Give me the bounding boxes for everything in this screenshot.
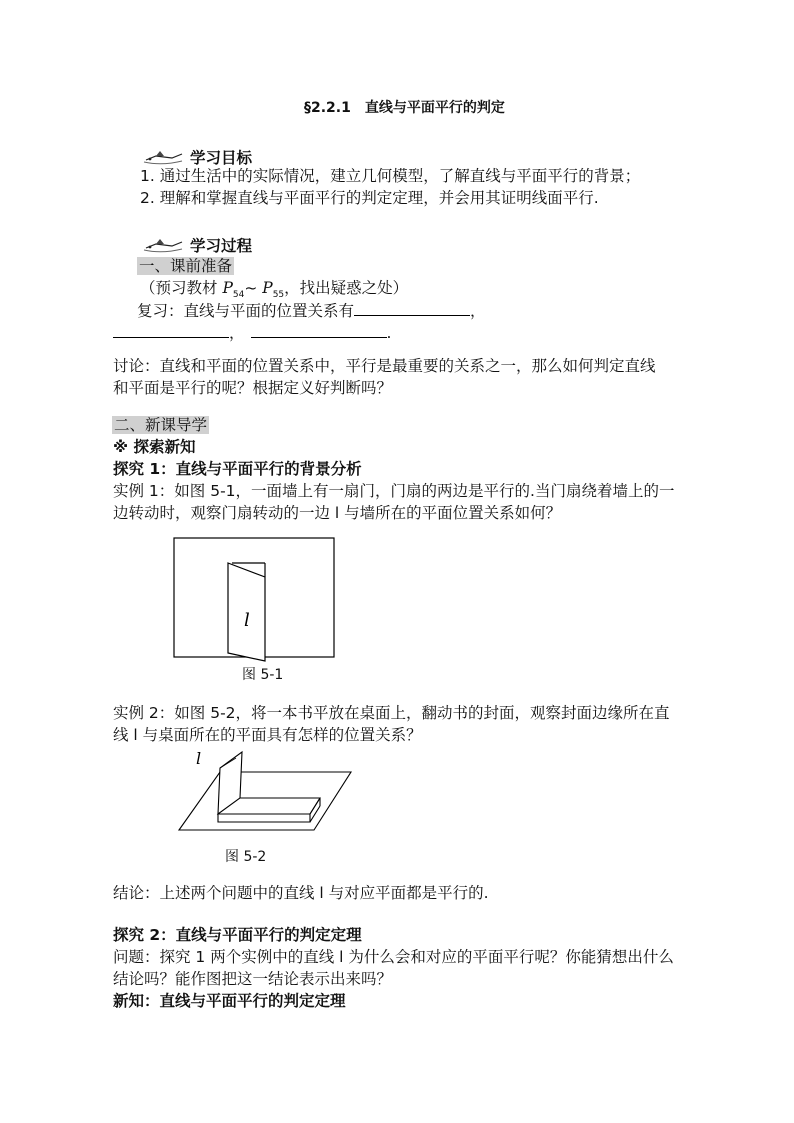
preview-s2: 55 bbox=[272, 290, 285, 301]
explore1-title: 探究 1：直线与平面平行的背景分析 bbox=[113, 460, 362, 478]
review-comma-2: ， bbox=[229, 324, 245, 342]
objective-item-2: 2. 理解和掌握直线与平面平行的判定定理，并会用其证明线面平行. bbox=[140, 189, 599, 207]
example2-line-2: 线 l 与桌面所在的平面具有怎样的位置关系？ bbox=[113, 726, 422, 744]
discussion-line-2: 和平面是平行的呢？根据定义好判断吗？ bbox=[113, 379, 393, 397]
pen-icon bbox=[142, 148, 186, 166]
objectives-heading: 学习目标 bbox=[190, 149, 253, 167]
prep-heading bbox=[137, 255, 234, 277]
figure-5-2-book-diagram bbox=[176, 746, 356, 840]
example1-line-1: 实例 1：如图 5-1，一面墙上有一扇门，门扇的两边是平行的.当门扇绕着墙上的一 bbox=[113, 482, 675, 500]
review-line bbox=[137, 299, 486, 322]
fig2-caption: 图 5-2 bbox=[225, 849, 267, 865]
fig1-label-l: l bbox=[244, 610, 250, 631]
new-knowledge-line: 新知：直线与平面平行的判定定理 bbox=[113, 992, 346, 1010]
book-edge bbox=[218, 814, 310, 822]
pen-icon bbox=[142, 236, 186, 254]
explore2-title: 探究 2：直线与平面平行的判定定理 bbox=[113, 926, 362, 944]
conclusion-line: 结论：上述两个问题中的直线 l 与对应平面都是平行的. bbox=[113, 884, 489, 902]
fig1-caption: 图 5-1 bbox=[242, 667, 284, 683]
preview-text-a: （预习教材 bbox=[140, 279, 223, 297]
fig2-label-l: l bbox=[196, 749, 202, 768]
question-line-1: 问题：探究 1 两个实例中的直线 l 为什么会和对应的平面平行呢？你能猜想出什么 bbox=[113, 948, 674, 966]
example1-line-2: 边转动时，观察门扇转动的一边 l 与墙所在的平面位置关系如何？ bbox=[113, 504, 562, 522]
blank-1[interactable] bbox=[354, 299, 470, 316]
page-title: §2.2.1 直线与平面平行的判定 bbox=[304, 100, 505, 116]
new-lesson-heading bbox=[112, 414, 209, 436]
review-period: . bbox=[386, 324, 392, 342]
review-line-2 bbox=[113, 321, 391, 344]
question-line-2: 结论吗？能作图把这一结论表示出来吗？ bbox=[113, 970, 393, 988]
example2-line-1: 实例 2：如图 5-2，将一本书平放在桌面上，翻动书的封面，观察封面边缘所在直 bbox=[113, 704, 670, 722]
explore-heading: ※ 探索新知 bbox=[113, 438, 196, 456]
figure-5-1-door-diagram bbox=[170, 533, 340, 663]
objective-item-1: 1. 通过生活中的实际情况，建立几何模型，了解直线与平面平行的背景； bbox=[140, 167, 641, 185]
preview-text-b: ，找出疑惑之处） bbox=[284, 279, 409, 297]
preview-p2: P bbox=[262, 279, 273, 297]
review-comma-1: ， bbox=[470, 302, 486, 320]
process-heading: 学习过程 bbox=[190, 237, 253, 255]
preview-p1: P bbox=[222, 279, 233, 297]
review-label: 复习：直线与平面的位置关系有 bbox=[137, 302, 355, 320]
new-lesson-heading-text: 二、新课导学 bbox=[114, 416, 208, 434]
discussion-line-1: 讨论：直线和平面的位置关系中，平行是最重要的关系之一，那么如何判定直线 bbox=[113, 357, 656, 375]
blank-3[interactable] bbox=[251, 321, 387, 338]
preview-tilde: ~ bbox=[244, 279, 263, 297]
process-header bbox=[142, 234, 252, 256]
preview-s1: 54 bbox=[232, 290, 245, 301]
blank-2[interactable] bbox=[113, 321, 229, 338]
prep-heading-text: 一、课前准备 bbox=[139, 257, 233, 275]
